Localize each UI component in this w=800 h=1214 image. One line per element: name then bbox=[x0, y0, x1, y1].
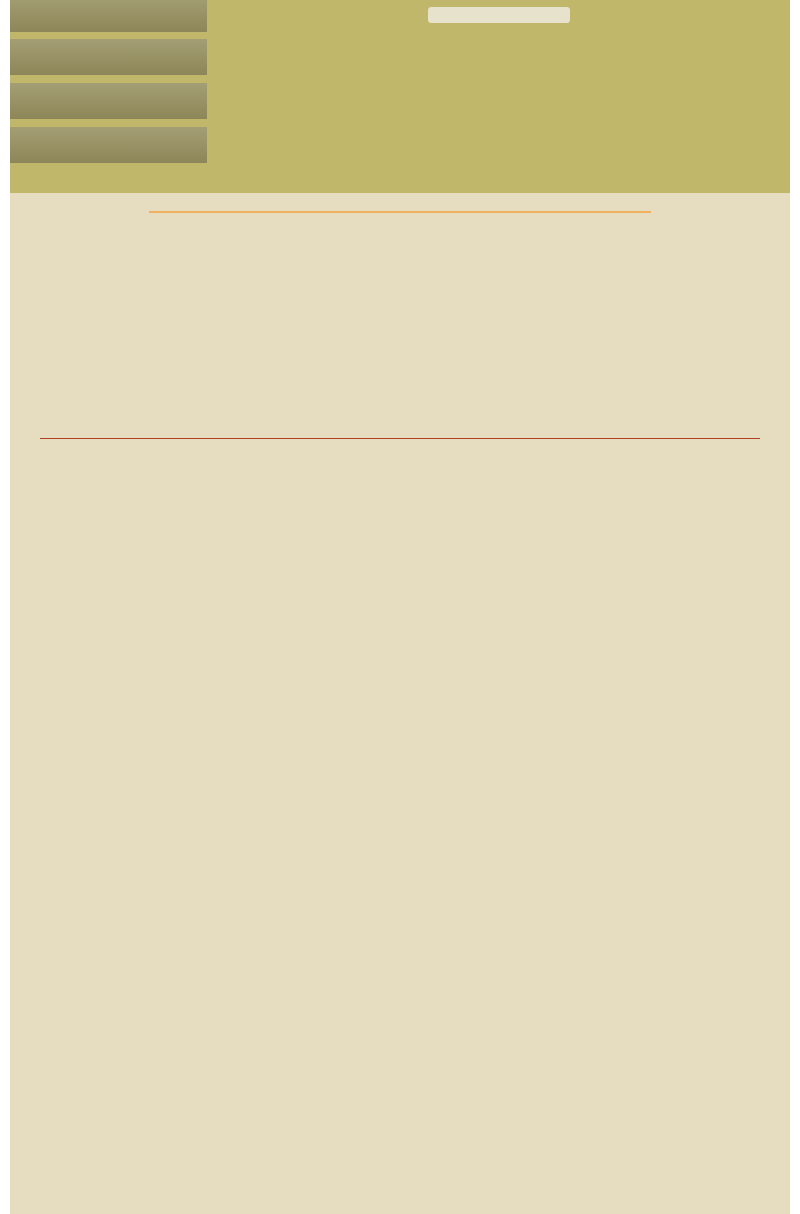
nav-the-restaurant[interactable] bbox=[10, 83, 207, 119]
nav-contact-us[interactable] bbox=[10, 127, 207, 163]
nav-catering-events[interactable] bbox=[10, 39, 207, 75]
section-divider bbox=[40, 438, 760, 439]
divider bbox=[149, 211, 651, 213]
header bbox=[10, 0, 790, 193]
page-frame bbox=[10, 0, 790, 1214]
plugin-error-message bbox=[428, 7, 570, 23]
nav-menu[interactable] bbox=[10, 0, 207, 32]
